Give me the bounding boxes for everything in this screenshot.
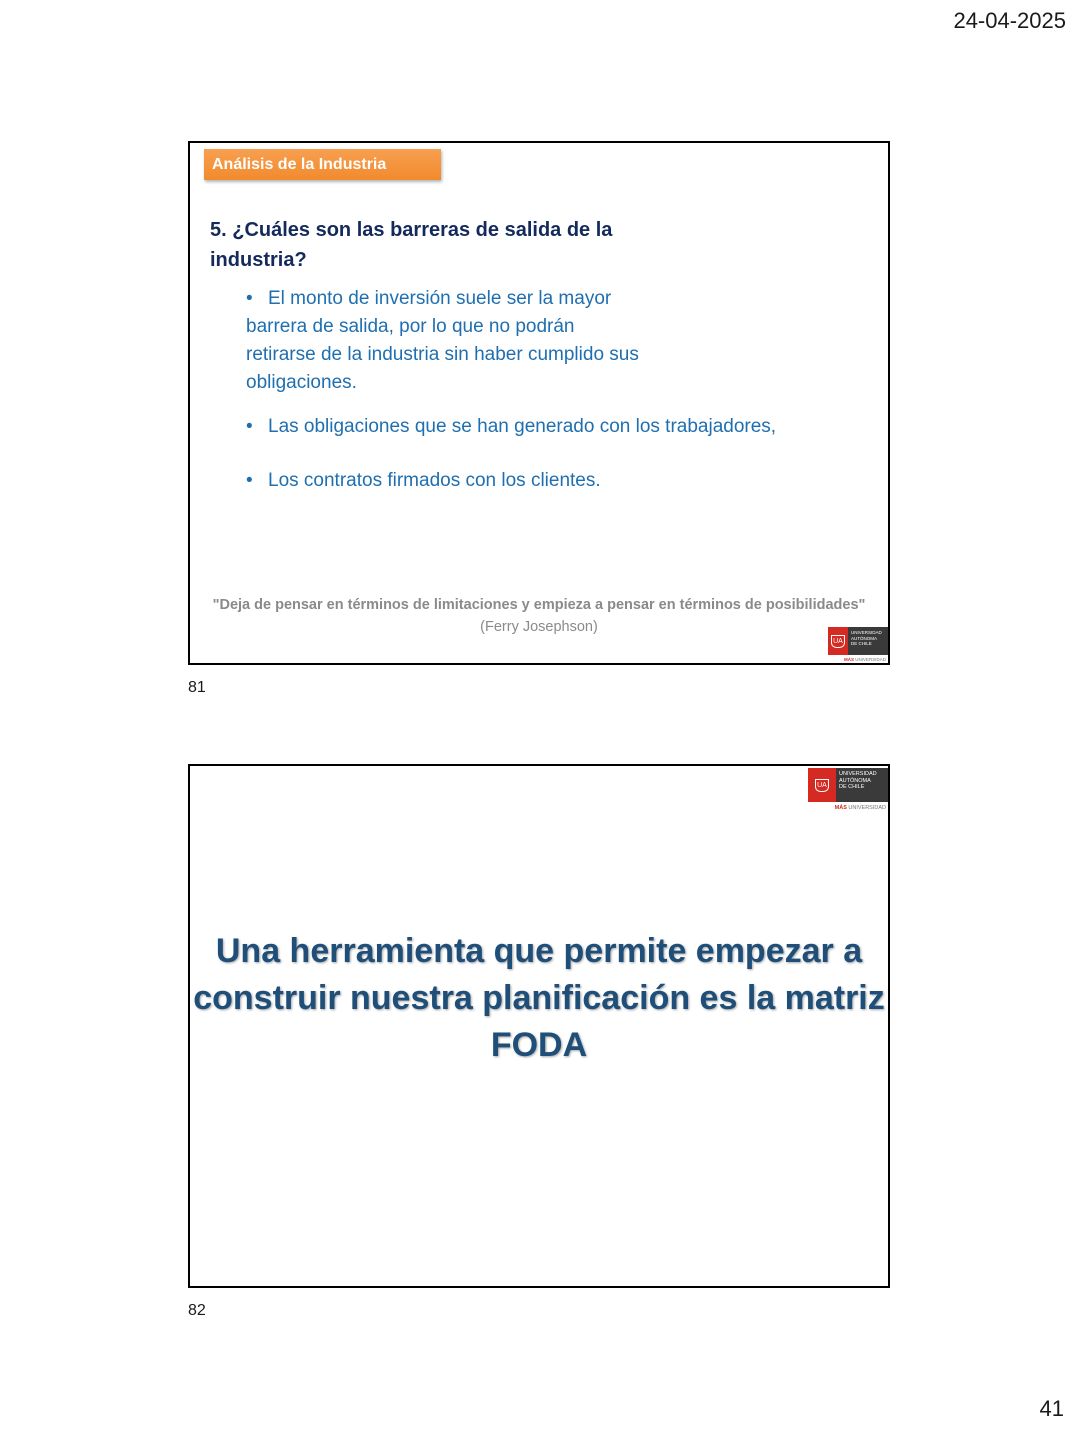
section-tag: Análisis de la Industria: [204, 149, 441, 180]
quote: [190, 594, 888, 638]
slide-82: [188, 764, 890, 1288]
bullet-item: • Las obligaciones que se han generado con los trabajadores,: [246, 413, 866, 441]
shield-icon: UA: [808, 768, 836, 802]
slide-81: [188, 141, 890, 665]
slide-title: Una herramienta que permite empezar a construir nuestra planificación es la matriz FODA: [193, 932, 885, 1064]
logo-tagline: MÁS UNIVERSIDAD: [834, 805, 886, 811]
slide-number: 81: [188, 679, 206, 696]
bullet-item: • Los contratos firmados con los clientes.: [246, 467, 866, 495]
bullet-item: • El monto de inversión suele ser la mayor barrera de salida, por lo que no podrán retirarse de la industria sin haber cumplido sus obligaciones.: [246, 285, 646, 397]
logo-name: UNIVERSIDAD AUTÓNOMA DE CHILE: [848, 627, 888, 655]
bullet-list: [246, 285, 866, 495]
shield-icon: UA: [828, 627, 848, 655]
page-date: 24-04-2025: [953, 8, 1066, 33]
slide-number: 82: [188, 1302, 206, 1319]
slide-title: 5. ¿Cuáles son las barreras de salida de la industria?: [210, 219, 613, 271]
bullet-icon: •: [246, 288, 253, 309]
quote-text: "Deja de pensar en términos de limitaciones y empieza a pensar en términos de posibilidades": [212, 597, 866, 613]
university-logo: [808, 768, 888, 811]
quote-author: (Ferry Josephson): [480, 619, 598, 635]
university-logo: [828, 627, 888, 662]
page-number: 41: [1039, 1396, 1064, 1421]
logo-tagline: MÁS UNIVERSIDAD: [843, 657, 886, 662]
logo-name: UNIVERSIDAD AUTÓNOMA DE CHILE: [836, 768, 888, 802]
bullet-icon: •: [246, 470, 253, 491]
bullet-icon: •: [246, 416, 253, 437]
